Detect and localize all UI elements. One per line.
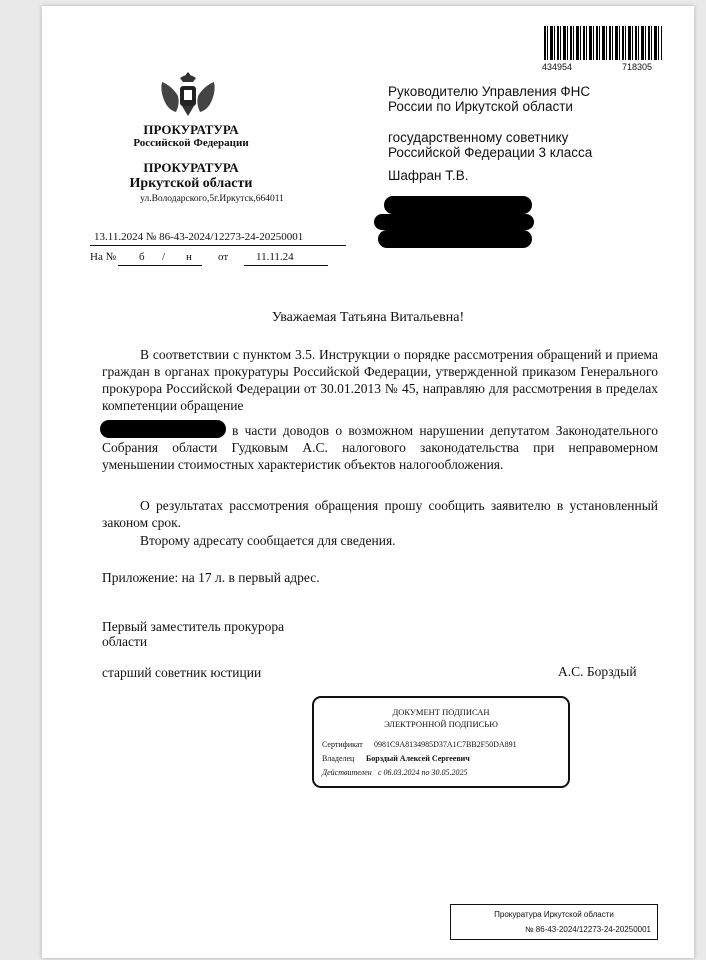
esign-owner-label: Владелец [322,754,355,763]
esign-cert-value: 0981C9A8134985D37A1C7BB2F50DA891 [374,740,517,749]
ot-date: 11.11.24 [256,251,294,263]
signer-name: А.С. Борздый [558,664,637,679]
signer-position-line2: области [102,634,148,649]
signer-rank: старший советник юстиции [102,665,262,680]
esign-valid-value: с 06.03.2024 по 30.05.2025 [378,768,468,777]
esign-cert-label: Сертификат [322,740,363,749]
org-name-line2: Российской Федерации [133,137,249,149]
attachment-line: Приложение: на 17 л. в первый адрес. [102,570,320,585]
na-slash: / [162,251,166,263]
org-name-line3: ПРОКУРАТУРА [143,160,239,175]
na-number-b: н [186,251,192,263]
registration-line1: Прокуратура Иркутской области [494,910,614,919]
esign-owner-value: Борздый Алексей Сергеевич [366,754,470,763]
addressee-line2: России по Иркутской области [388,99,573,114]
body-paragraph-2: О результатах рассмотрения обращения прошу сообщить заявителю в установленный законом срок. [102,498,658,530]
na-label: На № [90,251,117,263]
underline [244,265,328,266]
body-paragraph-3: Второму адресату сообщается для сведения. [140,533,396,548]
body-paragraph-1-continued: в части доводов о возможном нарушении депутатом Законодательного Собрания области Гудковым А.С. налогового законодательства при неправомерном уменьшении стоимостных характеристик объектов налогообложения. [102,423,658,472]
body-paragraph-1: В соответствии с пунктом 3.5. Инструкции о порядке рассмотрения обращений и приема граждан в органах прокуратуры Российской Федерации, утвержденной приказом Генерального прокурора Российской Федерации от 30.01.2013 № 45, направляю для рассмотрения в пределах компетенции обращение [102,347,658,413]
signer-position-line1: Первый заместитель прокурора [102,619,285,634]
org-address: ул.Володарского,5г.Иркутск,664011 [140,194,284,204]
addressee-line4: Российской Федерации 3 класса [388,145,593,160]
electronic-signature-stamp [312,696,570,788]
redaction-mark [374,214,534,230]
barcode [544,26,662,60]
coat-of-arms-icon [158,68,218,120]
registration-line2: № 86-43-2024/12273-24-20250001 [524,925,651,934]
esign-title2: ЭЛЕКТРОННОЙ ПОДПИСЬЮ [384,719,498,729]
org-name-line4: Иркутской области [129,176,253,191]
document-page [42,6,694,958]
na-number-a: б [139,251,145,263]
registration-stamp [450,904,658,940]
outgoing-date-number: 13.11.2024 № 86-43-2024/12273-24-20250001 [94,231,304,243]
org-name-line1: ПРОКУРАТУРА [143,122,239,137]
redaction-mark [378,230,532,248]
addressee-line5: Шафран Т.В. [388,168,469,183]
barcode-number-left: 434954 [542,62,573,72]
salutation: Уважаемая Татьяна Витальевна! [271,310,465,325]
esign-valid-label: Действителен [322,768,372,777]
redaction-mark [384,196,532,214]
ot-label: от [218,251,229,263]
underline [118,265,202,266]
addressee-line1: Руководителю Управления ФНС [388,84,591,99]
addressee-line3: государственному советнику [388,130,569,145]
underline [90,245,346,246]
barcode-number-right: 718305 [622,62,653,72]
esign-title1: ДОКУМЕНТ ПОДПИСАН [392,707,490,717]
